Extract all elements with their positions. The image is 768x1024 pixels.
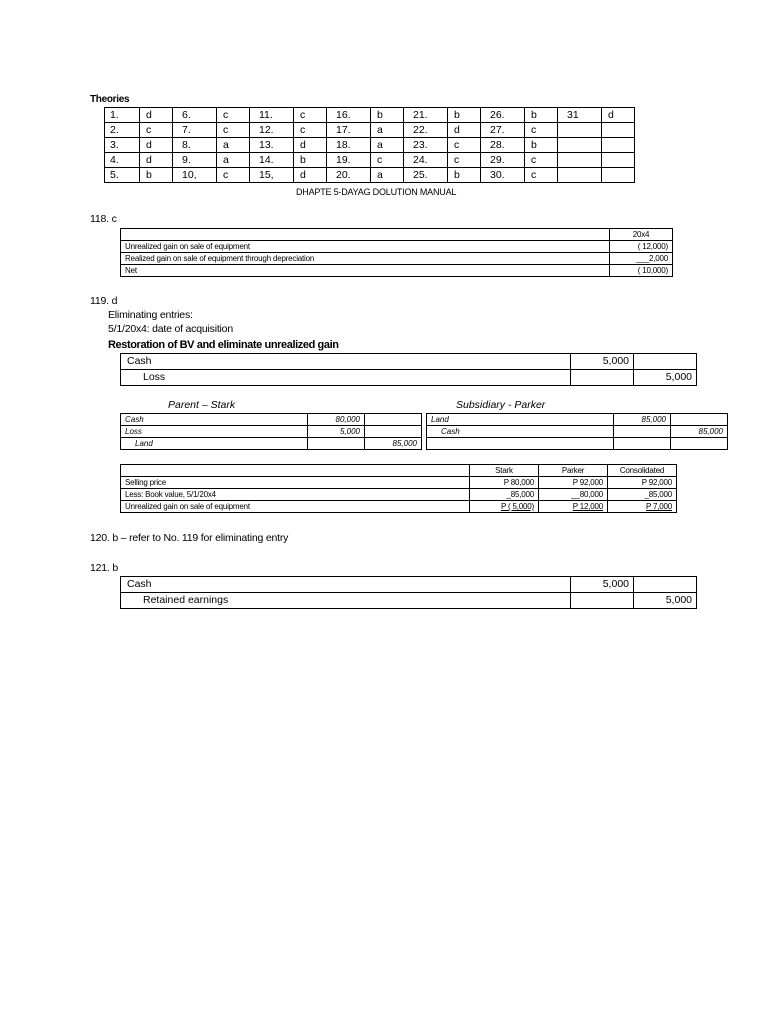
acquisition-date-text: 5/1/20x4: date of acquisition [108,323,233,335]
parent-credit: 85,000 [365,438,422,450]
answer-letter [602,138,635,153]
account-name: Retained earnings [121,593,571,609]
row-label: Less: Book value, 5/1/20x4 [121,489,470,501]
ledger-row [121,414,728,426]
question-number: 30. [481,168,525,183]
answer-letter [602,123,635,138]
question-number: 13. [250,138,294,153]
question-number: 14. [250,153,294,168]
question-number: 31 [558,108,602,123]
eliminating-entries-heading: Eliminating entries: [108,309,193,321]
question-number: 20. [327,168,371,183]
answer-letter: d [294,168,327,183]
subsidiary-debit [614,438,671,450]
answer-letter [602,153,635,168]
answer-letter: c [371,153,404,168]
cell-value: P 92,000 [608,477,677,489]
table-header-row [121,465,677,477]
answer-letter: c [525,123,558,138]
ledger-row [121,438,728,450]
question-number: 6. [173,108,217,123]
answer-letter: c [294,108,327,123]
question-number: 25. [404,168,448,183]
cell-value: _85,000 [470,489,539,501]
subsidiary-debit: 85,000 [614,414,671,426]
debit-amount: 5,000 [571,354,634,370]
question-number: 10, [173,168,217,183]
journal-entry-119 [120,353,697,386]
question-number: 19. [327,153,371,168]
row-label: Realized gain on sale of equipment through depreciation [121,253,610,265]
table-row [121,477,677,489]
answer-letter: c [217,168,250,183]
answer-letter: b [525,138,558,153]
subsidiary-account: Land [427,414,614,426]
item-118-table [120,228,673,277]
question-number: 24. [404,153,448,168]
subsidiary-account [427,438,614,450]
cell-value: P 12,000 [539,501,608,513]
parent-credit [365,414,422,426]
credit-amount [634,354,697,370]
theories-row [105,123,635,138]
answer-letter: b [448,108,481,123]
question-number [558,138,602,153]
subsidiary-debit [614,426,671,438]
row-label: Selling price [121,477,470,489]
answer-letter: a [217,138,250,153]
unrealized-gain-table [120,464,677,513]
journal-entry-121 [120,576,697,609]
answer-letter: c [525,168,558,183]
parent-heading: Parent – Stark [168,399,236,411]
answer-letter: d [448,123,481,138]
question-number: 22. [404,123,448,138]
answer-letter: c [294,123,327,138]
subsidiary-heading: Subsidiary - Parker [456,399,546,411]
journal-row [121,370,697,386]
parent-account: Land [121,438,308,450]
answer-letter: c [525,153,558,168]
answer-letter: c [448,153,481,168]
cell-value: _85,000 [608,489,677,501]
item-121-label: 121. b [90,562,118,574]
account-name: Cash [121,577,571,593]
journal-row [121,577,697,593]
answer-letter: a [371,168,404,183]
debit-amount [571,370,634,386]
answer-letter: a [217,153,250,168]
table-row [121,241,673,253]
answer-letter: b [525,108,558,123]
question-number: 28. [481,138,525,153]
table-row [121,229,673,241]
answer-letter: a [371,138,404,153]
parent-credit [365,426,422,438]
subsidiary-credit [671,414,728,426]
answer-letter: b [448,168,481,183]
cell-value: P 7,000 [608,501,677,513]
theories-row [105,153,635,168]
account-name: Cash [121,354,571,370]
question-number: 26. [481,108,525,123]
answer-letter: c [140,123,173,138]
answer-letter: c [217,123,250,138]
table-cell [121,465,470,477]
subsidiary-credit: 85,000 [671,426,728,438]
subsidiary-account: Cash [427,426,614,438]
cell-value: P ( 5,000) [470,501,539,513]
journal-row [121,354,697,370]
question-number: 4. [105,153,140,168]
question-number [558,153,602,168]
question-number: 17. [327,123,371,138]
answer-letter: d [140,138,173,153]
table-row [121,253,673,265]
question-number: 8. [173,138,217,153]
year-header: 20x4 [610,229,673,241]
row-value: ( 12,000) [610,241,673,253]
theories-row [105,138,635,153]
debit-amount [571,593,634,609]
question-number: 15, [250,168,294,183]
manual-caption: DHAPTE 5-DAYAG DOLUTION MANUAL [296,187,457,197]
answer-letter: b [294,153,327,168]
answer-letter: b [140,168,173,183]
parent-debit [308,438,365,450]
question-number [558,123,602,138]
debit-amount: 5,000 [571,577,634,593]
row-label: Unrealized gain on sale of equipment [121,501,470,513]
question-number: 11. [250,108,294,123]
question-number: 9. [173,153,217,168]
question-number: 5. [105,168,140,183]
table-row [121,265,673,277]
row-label: Unrealized gain on sale of equipment [121,241,610,253]
item-118-label: 118. c [90,213,117,225]
parent-account: Loss [121,426,308,438]
question-number: 2. [105,123,140,138]
row-value: ( 10,000) [610,265,673,277]
row-value: ___2,000 [610,253,673,265]
theories-title: Theories [90,94,130,105]
credit-amount: 5,000 [634,370,697,386]
row-label: Net [121,265,610,277]
question-number: 18. [327,138,371,153]
parent-subsidiary-ledger [120,413,728,450]
cell-value: __80,000 [539,489,608,501]
question-number: 1. [105,108,140,123]
answer-letter: a [371,123,404,138]
parent-debit: 5,000 [308,426,365,438]
answer-letter: d [140,153,173,168]
cell-value: P 92,000 [539,477,608,489]
ledger-row [121,426,728,438]
question-number: 16. [327,108,371,123]
question-number: 12. [250,123,294,138]
question-number: 27. [481,123,525,138]
column-header: Parker [539,465,608,477]
table-row [121,489,677,501]
theories-answer-table [104,107,635,183]
question-number: 21. [404,108,448,123]
item-119-label: 119. d [90,295,118,307]
answer-letter: b [371,108,404,123]
answer-letter: d [294,138,327,153]
answer-letter: d [140,108,173,123]
cell-value: P 80,000 [470,477,539,489]
credit-amount: 5,000 [634,593,697,609]
journal-row [121,593,697,609]
question-number [558,168,602,183]
theories-row [105,168,635,183]
parent-account: Cash [121,414,308,426]
column-header: Stark [470,465,539,477]
column-header: Consolidated [608,465,677,477]
table-cell [121,229,610,241]
subsidiary-credit [671,438,728,450]
answer-letter: c [448,138,481,153]
answer-letter: d [602,108,635,123]
answer-letter [602,168,635,183]
question-number: 3. [105,138,140,153]
account-name: Loss [121,370,571,386]
credit-amount [634,577,697,593]
question-number: 7. [173,123,217,138]
item-120-label: 120. b – refer to No. 119 for eliminating entry [90,532,289,544]
answer-letter: c [217,108,250,123]
question-number: 23. [404,138,448,153]
entry-title: Restoration of BV and eliminate unrealized gain [108,339,339,351]
table-row [121,501,677,513]
parent-debit: 80,000 [308,414,365,426]
theories-row [105,108,635,123]
question-number: 29. [481,153,525,168]
